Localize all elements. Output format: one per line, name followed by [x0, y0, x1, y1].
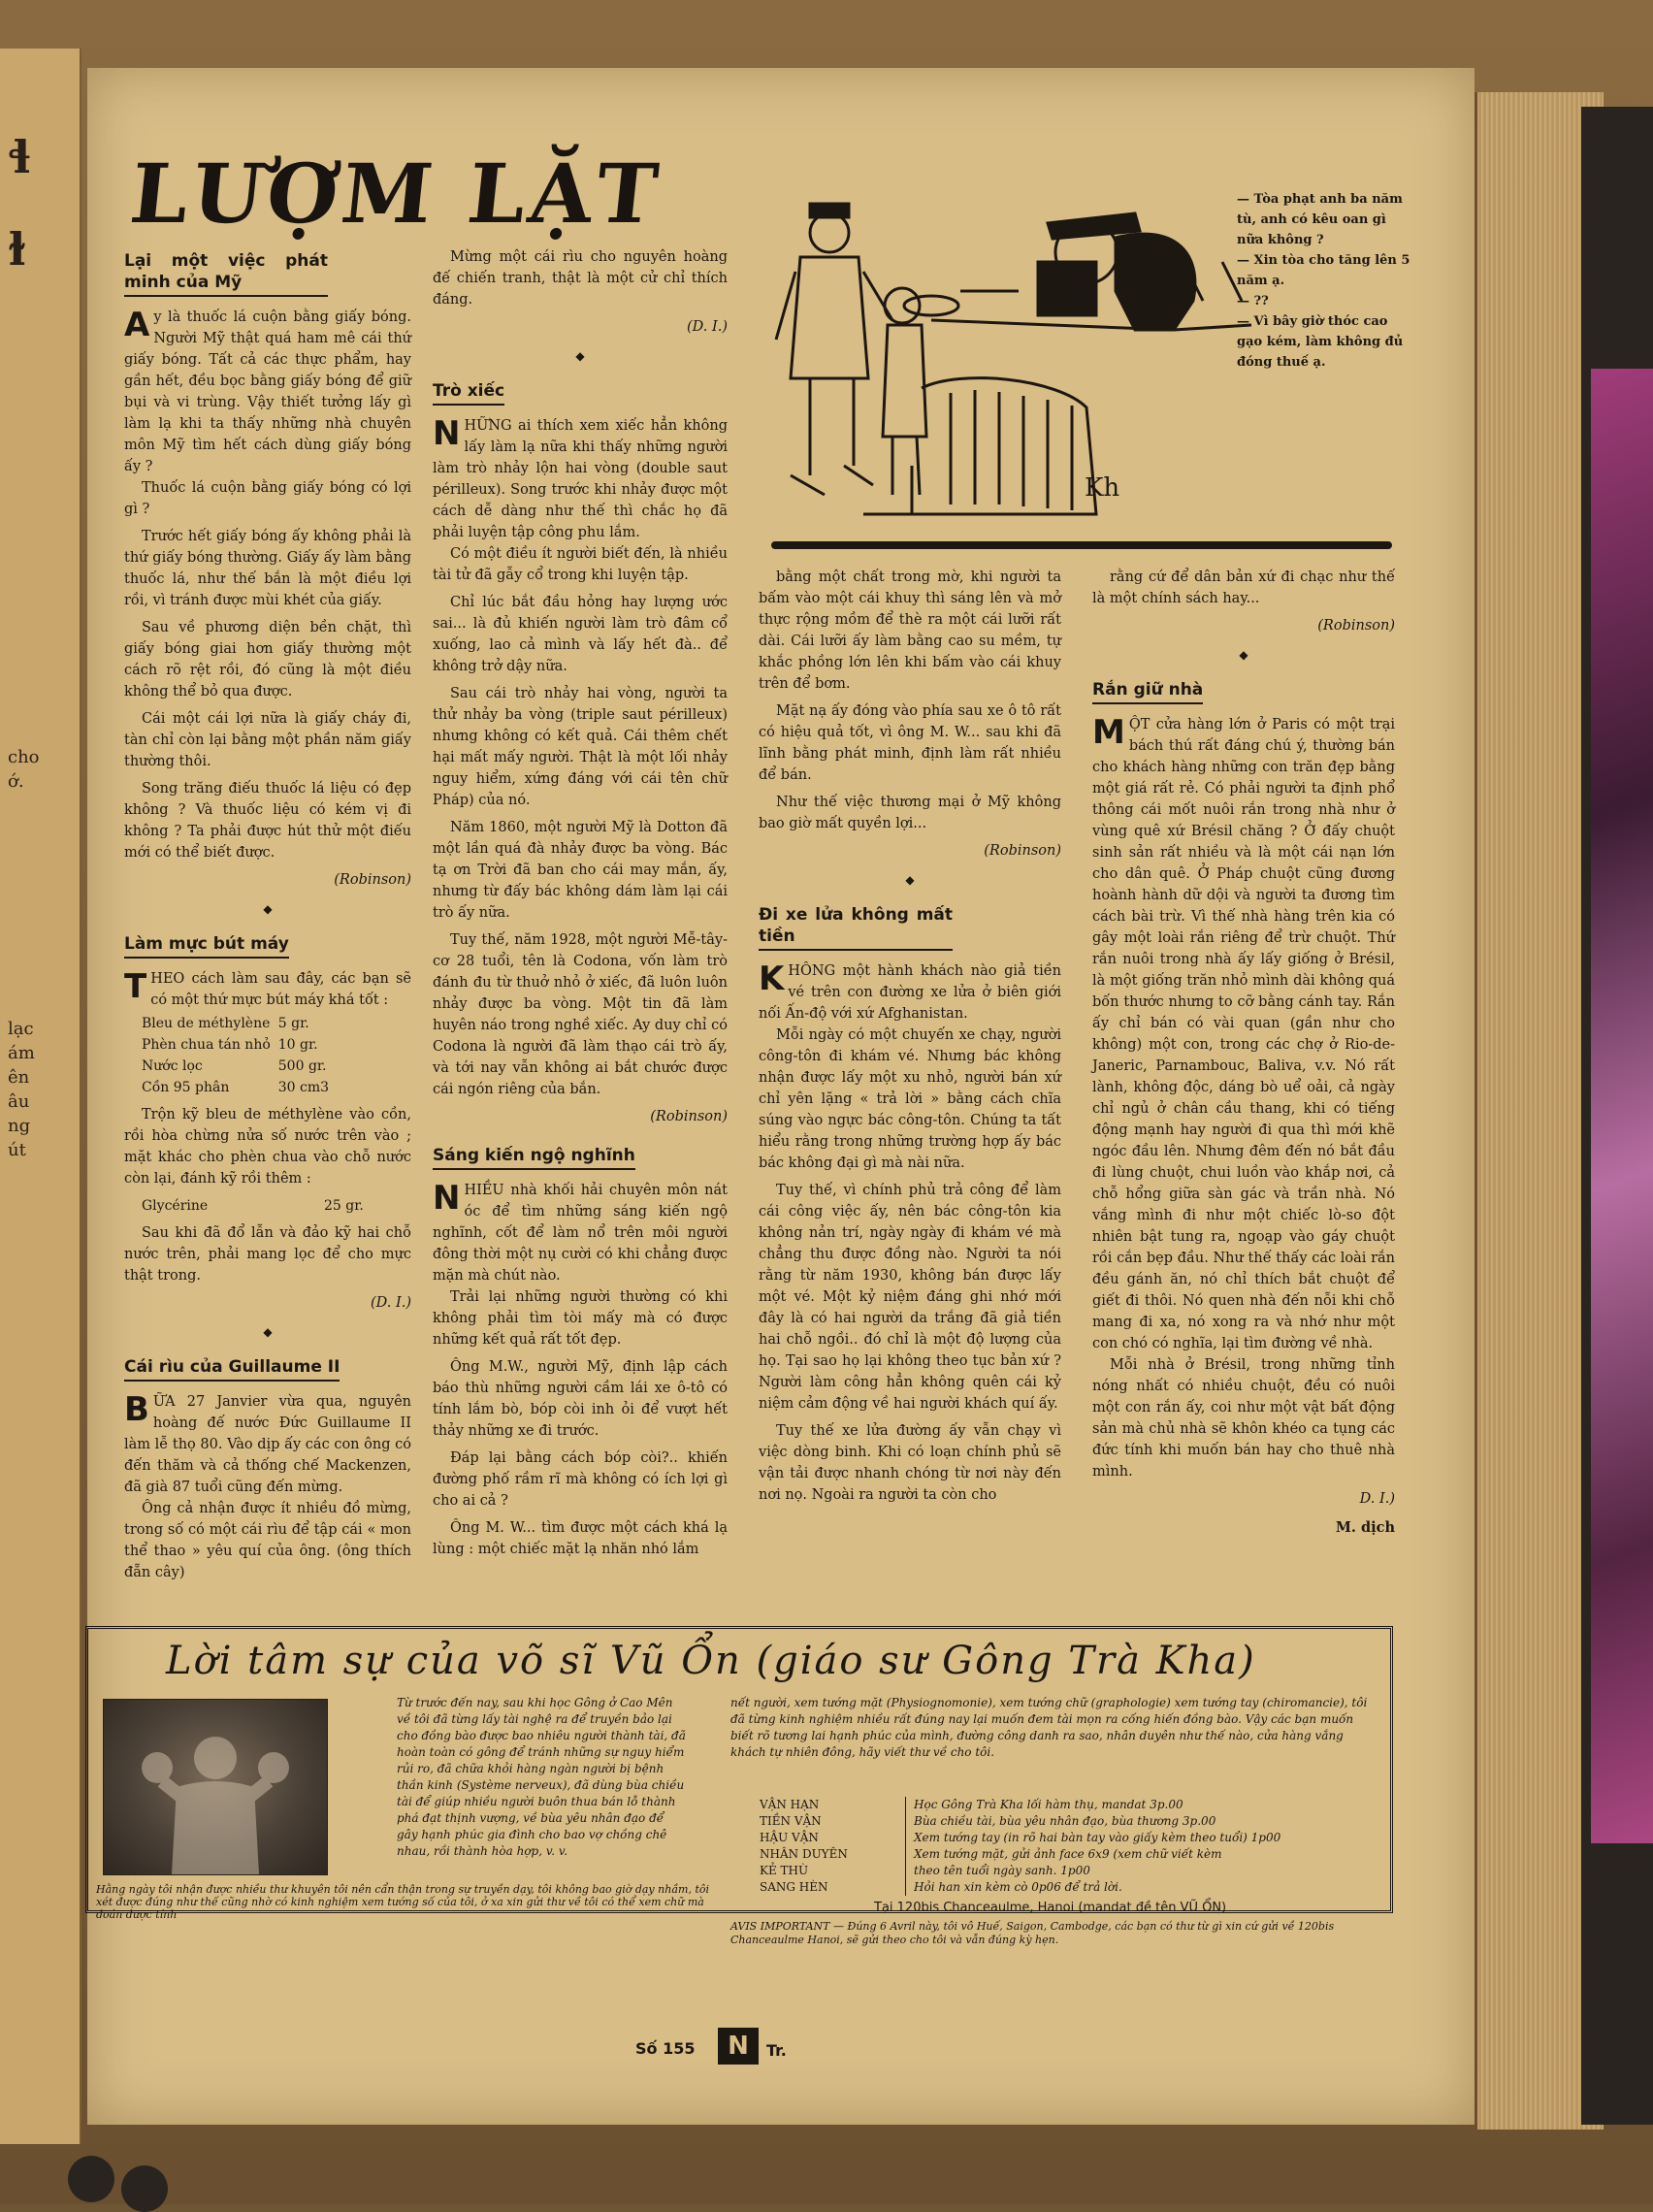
- recipe-row: [142, 1034, 337, 1056]
- drop-cap: B: [124, 1390, 149, 1429]
- paragraph: Đáp lại bằng cách bóp còi?.. khiến đường phố rầm rĩ mà không có ích lợi gì cho ai cả ?: [433, 1450, 728, 1509]
- paragraph: Song trăng điếu thuốc lá liệu có đẹp không ? Và thuốc liệu có kém vị đi không ? Ta phải được hút thử một điếu mới có thể biết được.: [124, 781, 411, 861]
- price-row: [760, 1863, 1331, 1879]
- drop-cap: N: [433, 414, 461, 453]
- service-label: SANG HÈN: [760, 1880, 828, 1894]
- signature: (D. I.): [371, 1295, 411, 1311]
- recipe-qty: 500 gr.: [277, 1058, 327, 1074]
- paragraph: Ông M.W., người Mỹ, định lập cách báo thù những người cầm lái xe ô-tô có tính lắm bò, bóp còi inh ỏi để vượt hết thảy những xe đi trước.: [433, 1359, 728, 1439]
- recipe-item: Cồn 95 phân: [142, 1080, 230, 1095]
- paragraph: Mừng một cái rìu cho nguyên hoàng đế chiến tranh, thật là một cử chỉ thích đáng.: [433, 249, 728, 308]
- signature: (Robinson): [334, 872, 411, 888]
- recipe-qty: 25 gr.: [324, 1198, 364, 1214]
- paragraph: Tuy thế, vì chính phủ trả công để làm cái công việc ấy, nên bác công-tôn kia không nản trí, ngày ngày đi khám vé mà chẳng thu được đồng nào. Người ta nói rằng từ năm 1930, không bán được lấy một vé. Một kỷ niệm đáng ghi nhớ mới đây là có hai người da trắng đã giả tiền hai chỗ ngồi.. đó chỉ là một độ lượng của họ. Tại sao họ lại không theo tục bản xứ ? Người làm công hẳn không quên cái kỷ niệm cảm động về hai người khách quí ấy.: [759, 1183, 1061, 1412]
- paragraph: Mỗi ngày có một chuyến xe chạy, người công-tôn đi khám vé. Nhưng bác không nhận được lấy một xu nhỏ, người bán xứ chỉ yên lặng « trả lời » bằng cách chĩa súng vào ngực bác công-tôn. Chúng ta tất hiểu rằng trong những trường hợp ấy bác bác không đại gì mà nài nữa.: [759, 1027, 1061, 1171]
- recipe-item: Bleu de méthylène: [142, 1016, 271, 1031]
- paragraph: HÔNG một hành khách nào giả tiền vé trên con đường xe lửa ở biên giới nối Ấn-độ với xứ Afghanistan.: [759, 963, 1061, 1022]
- price-row: [760, 1797, 1331, 1813]
- paragraph: Trộn kỹ bleu de méthylène vào cồn, rồi hòa chừng nửa số nước trên vào ; mặt khác cho phèn chua vào chỗ nước còn lại, đánh kỹ rồi thêm :: [124, 1107, 411, 1187]
- marbled-cover: [1591, 369, 1653, 1843]
- paragraph: Trước hết giấy bóng ấy không phải là thứ giấy bóng thường. Giấy ấy làm bằng thuốc lá, như thế bắn là một điều lợi rồi, vì tránh được mùi khét của giấy.: [124, 529, 411, 608]
- paragraph: Sau cái trò nhảy hai vòng, người ta thử nhảy ba vòng (triple saut périlleux) nhưng không có kết quả. Cái thêm chết hại mất mấy người. Thật là một lối nhảy nguy hiểm, xứng đáng với cái tên chữ Pháp) của nó.: [433, 686, 728, 808]
- masthead: LƯỢM LẶT: [125, 146, 666, 242]
- caption-line: — Xin tòa cho tăng lên 5 năm ạ.: [1237, 253, 1410, 288]
- recipe-row: [142, 1195, 372, 1217]
- paragraph: ỘT cửa hàng lớn ở Paris có một trại bách thú rất đáng chú ý, thường bán cho khách hàng những con trăn đẹp bằng một giá rất rẻ. Có phải người ta định phổ thông cái mốt nuôi rắn trong nhà như ở vùng quê xứ Brésil chăng ? Ở đấy chuột sinh sản rất nhiều và là một cái nạn lớn cho dân quê. Ở Pháp chuột cũng đương hoành hành dữ dội và người ta đương tìm cách bài trừ. Vì thế nhà hàng trên kia có gây một loài rắn riêng để trừ chuột. Thứ rắn nuôi trong nhà ấy lấy giống ở Brésil, là một giống trăn nhỏ mình dài không quá bốn thước nhưng to cỡ bằng cánh tay. Rắn ấy chỉ bán có vài quan (gần như cho không) một con, trong các chợ ở Rio-de-Janeric, Parnambouc, Baliva, v.v. Nó rất lành, không độc, dáng bò uể oải, cả ngày chỉ ngủ ở chân cầu thang, khi có tiếng động mạnh hay người đi qua thì mới khẽ ngóc đầu lên. Nhưng đêm đến nó bắt đầu đi lùng chuột, chui luồn vào khắp nơi, cả chỗ hổng giữa sàn gác và trần nhà. Nó vắng mình đi như một chiếc lò-so đột nhiên bật tung ra, ngoạp vào gáy chuột rồi cắn bẹp đầu. Như thế thấy các loài rắn đều gánh ăn, nó chỉ thích bắt chuột để giết đi thôi. Nó quen nhà đến nỗi khi chỗ mang đi xa, nó xong ra và nhớ như một con chó có nghĩa, lại tìm đường về nhà.: [1092, 717, 1395, 1351]
- article-title: Làm mực bút máy: [124, 933, 289, 959]
- binder-ring: [68, 2156, 114, 2202]
- article-title: Rắn giữ nhà: [1092, 679, 1203, 704]
- service-label: KẺ THÙ: [760, 1864, 809, 1877]
- paragraph: Trải lại những người thường có khi không phải tìm tòi mấy mà có được những kết quả rất tốt đẹp.: [433, 1289, 728, 1348]
- paragraph: Mỗi nhà ở Brésil, trong những tỉnh nóng nhất có nhiều chuột, đều có nuôi một con rắn ấy, coi như một vật bất động sản mà chủ nhà sẽ khôn khéo ca tụng các đức tính khi muốn bán hay cho thuê nhà mình.: [1092, 1357, 1395, 1480]
- diamond-icon: ◆: [263, 1325, 273, 1339]
- recipe-item: Phèn chua tán nhỏ: [142, 1037, 271, 1053]
- recipe-item: Glycérine: [142, 1198, 209, 1214]
- paragraph: y là thuốc lá cuộn bằng giấy bóng. Người Mỹ thật quá ham mê cái thứ giấy bóng. Tất cả các thực phẩm, hay gần hết, đều bọc bằng giấy bóng để giữ bụi và vi trùng. Vậy thiết tưởng lấy gì làm lạ khi ta thấy những nhà chuyên môn Mỹ tìm hết cách dùng giấy bóng ấy ?: [124, 309, 411, 474]
- caption-line: — ??: [1237, 294, 1269, 309]
- paragraph: Cái một cái lợi nữa là giấy cháy đi, tàn chỉ còn lại bằng một phần năm giấy thường thôi.: [124, 711, 411, 769]
- price-text: theo tên tuổi ngày sanh. 1p00: [905, 1863, 1331, 1879]
- recipe-qty: 30 cm3: [277, 1080, 330, 1095]
- caption-line: — Tòa phạt anh ba năm tù, anh có kêu oan gì nữa không ?: [1237, 192, 1403, 247]
- signature: M. dịch: [1335, 1519, 1395, 1536]
- paragraph: Tuy thế xe lửa đường ấy vẫn chạy vì việc dòng binh. Khi có loạn chính phủ sẽ vận tải được nhanh chóng từ nơi này đến nơi nọ. Ngoài ra người ta còn cho: [759, 1423, 1061, 1503]
- price-text: Học Gông Trà Kha lối hàm thụ, mandat 3p.00: [905, 1797, 1331, 1813]
- ad-address: Tại 120bis Chanceaulme, Hanoi (mandat đề tên VŨ ỔN): [874, 1901, 1227, 1915]
- price-row: [760, 1879, 1331, 1896]
- price-row: [760, 1846, 1331, 1863]
- column-3: [759, 567, 1061, 1512]
- signature: (Robinson): [984, 843, 1061, 859]
- service-label: NHÂN DUYÊN: [760, 1847, 848, 1861]
- paragraph: Năm 1860, một người Mỹ là Dotton đã một lần quá đà nhảy được ba vòng. Bác tạ ơn Trời đã ban cho cái may mắn, ấy, nhưng từ đấy bác không dám làm lại cái trò ấy nữa.: [433, 820, 728, 921]
- left-page-edge: ɬ ɫ cho ớ. lạc ám ên âu ng út: [0, 49, 81, 2144]
- recipe-row: [142, 1056, 337, 1077]
- drop-cap: M: [1092, 713, 1125, 752]
- column-1: [124, 241, 411, 1589]
- drop-cap: T: [124, 967, 147, 1006]
- price-text: Bùa chiều tài, bùa yêu nhân đạo, bùa thương 3p.00: [905, 1813, 1331, 1830]
- paragraph: Có một điều ít người biết đến, là nhiều tài tử đã gẫy cổ trong khi luyện tập.: [433, 546, 728, 583]
- paragraph: HIỀU nhà khối hải chuyên môn nát óc để tìm những sáng kiến ngộ nghĩnh, cốt để làm nổ trên môi người đông thời một nụ cười có khi chẳng được mặn mà chút nào.: [433, 1183, 728, 1284]
- paragraph: HEO cách làm sau đây, các bạn sẽ có một thứ mực bút máy khá tốt :: [150, 971, 411, 1008]
- paragraph: HỮNG ai thích xem xiếc hẳn không lấy làm lạ nữa khi thấy những người làm trò nhảy lộn hai vòng (double saut périlleux). Song trước khi nhảy được một cách dễ dàng như thế thì chắc họ đã phải luyện tập công phu lắm.: [433, 418, 728, 540]
- article-title: Sáng kiến ngộ nghĩnh: [433, 1145, 635, 1170]
- price-text: Xem tướng tay (in rõ hai bàn tay vào giấy kèm theo tuổi) 1p00: [905, 1830, 1331, 1846]
- recipe-row: [142, 1013, 337, 1034]
- recipe-item: Nước lọc: [142, 1058, 203, 1074]
- caption-line: — Vì bây giờ thóc cao gạo kém, làm không đủ đóng thuế ạ.: [1237, 314, 1404, 370]
- binder-ring: [121, 2165, 168, 2212]
- signature: (Robinson): [650, 1109, 728, 1124]
- drop-cap: K: [759, 960, 785, 998]
- page-label: Tr.: [766, 2041, 787, 2060]
- paragraph: Chỉ lúc bắt đầu hỏng hay lượng ước sai... là đủ khiến người làm trò đâm cổ xuống, lao cả mình và lấy hết đà.. để không trở dậy nữa.: [433, 595, 728, 674]
- paragraph: Tuy thế, năm 1928, một người Mễ-tây-cơ 28 tuổi, tên là Codona, vốn làm trò đánh đu từ thuở nhỏ ở xiếc, đã luôn luôn nhảy được ba vòng. Một tin đã làm huyên náo trong nghề xiếc. Ay duy chỉ có Codona là người đã làm thạo cái trò ấy, và tới nay vẫn không ai bắt chước được cái ngón riêng của bắn.: [433, 932, 728, 1097]
- paragraph: Ông cả nhận được ít nhiều đồ mừng, trong số có một cái rìu để tập cái « mon thể thao » yêu quí của ông. (ông thích đẵn cây): [124, 1501, 411, 1580]
- ad-price-table: [760, 1797, 1331, 1896]
- ad-title: Lời tâm sự của võ sĩ Vũ Ổn (giáo sư Gông Trà Kha): [166, 1639, 1256, 1683]
- ad-right-text: nết người, xem tướng mặt (Physiognomonie), xem tướng chữ (graphologie) xem tướng tay (chiromancie), tôi đã từng kinh nghiệm nhiều rất đúng nay lại muốn đem tài mọn ra cống hiến đồng bào. Vậy các bạn muốn biết rõ tương lai hạnh phúc của mình, đường công danh ra sao, nhân duyên như thế nào, cửa hàng vắng khách tự nhiên đông, hãy viết thư về cho tôi.: [730, 1696, 1368, 1759]
- paragraph: Như thế việc thương mại ở Mỹ không bao giờ mất quyền lợi...: [759, 795, 1061, 831]
- divider: [771, 541, 1392, 549]
- article-title: Cái rìu của Guillaume II: [124, 1356, 340, 1382]
- service-label: VẬN HẠN: [760, 1798, 820, 1811]
- paragraph: ỮA 27 Janvier vừa qua, nguyên hoàng đế nước Đức Guillaume II làm lễ thọ 80. Vào dịp ấy các con ông có đến thăm và cả thống chế Mackenzen, đã già 87 tuổi cũng đến mừng.: [124, 1394, 411, 1495]
- service-label: HẬU VẬN: [760, 1831, 819, 1844]
- ad-left-text: Từ trước đến nay, sau khi học Gông ở Cao Mên về tôi đã từng lấy tài nghệ ra để truyền bảo lại cho đồng bào được bao nhiêu người thành tài, đã hoàn toàn có gông để tránh những sự nguy hiểm rủi ro, đã chữa khỏi hàng ngàn người bị bệnh thần kinh (Système nerveux), đã dùng bùa chiều tài để giúp nhiều người buôn thua bán lỗ thành phá đạt thịnh vượng, về bùa yêu nhân đạo để gây hạnh phúc gia đình cho bao vợ chồng chê nhau, rồi thành hòa hợp, v. v.: [397, 1696, 686, 1858]
- recipe-row: [142, 1077, 337, 1098]
- column-4: [1092, 567, 1395, 1546]
- paragraph: Ông M. W... tìm được một cách khá lạ lùng : một chiếc mặt lạ nhăn nhó lắm: [433, 1520, 728, 1557]
- paragraph: Mặt nạ ấy đóng vào phía sau xe ô tô rất có hiệu quả tốt, vì ông M. W... sau khi đã lĩnh bằng phát minh, định làm rất nhiều để bán.: [759, 703, 1061, 783]
- cartoon-illustration: [766, 184, 1271, 534]
- column-2: [433, 246, 728, 1566]
- price-row: [760, 1830, 1331, 1846]
- paragraph: Sau khi đã đổ lẫn và đảo kỹ hai chỗ nước trên, phải mang lọc để cho mực thật trong.: [124, 1225, 411, 1284]
- paragraph: Thuốc lá cuộn bằng giấy bóng có lợi gì ?: [124, 480, 411, 517]
- issue-number: Số 155: [635, 2039, 696, 2058]
- recipe-table: [142, 1013, 337, 1098]
- price-text: Hỏi han xin kèm cò 0p06 để trả lời.: [905, 1879, 1331, 1896]
- signature: D. I.): [1359, 1491, 1395, 1507]
- signature: (Robinson): [1317, 618, 1395, 634]
- paragraph: bằng một chất trong mờ, khi người ta bấm vào một cái khuy thì sáng lên và mở thực rộng mồm để thè ra một cái lưỡi rất dài. Cái lưỡi ấy làm bằng cao su mềm, tự khắc phồng lớn lên khi bấm vào cái khuy trên để bơm.: [759, 569, 1061, 692]
- recipe-qty: 5 gr.: [277, 1016, 309, 1031]
- drop-cap: A: [124, 306, 150, 344]
- publication-logo: N: [718, 2028, 759, 2065]
- artist-signature: Kh: [1085, 473, 1120, 503]
- diamond-icon: ◆: [1239, 648, 1248, 662]
- paragraph: Sau về phương diện bền chặt, thì giấy bóng giai hơn giấy thường một cách rõ rệt rồi, đó cũng là một điều không thể bỏ qua được.: [124, 620, 411, 699]
- paragraph: rằng cứ để dân bản xứ đi chạc như thế là một chính sách hay...: [1092, 569, 1395, 606]
- ad-notice: AVIS IMPORTANT — Đúng 6 Avril này, tôi vô Huế, Saigon, Cambodge, các bạn có thư từ gì xin cứ gửi về 120bis Chanceaulme Hanoi, sẽ gửi theo cho tôi và vẫn đúng kỳ hẹn.: [730, 1920, 1335, 1946]
- signature: (D. I.): [687, 319, 728, 335]
- cartoon-caption: [1237, 189, 1411, 373]
- diamond-icon: ◆: [905, 873, 915, 887]
- recipe-qty: 10 gr.: [277, 1037, 318, 1053]
- diamond-icon: ◆: [263, 902, 273, 916]
- advertisement-box: [85, 1626, 1393, 1946]
- boxer-silhouette: [104, 1700, 327, 1874]
- price-row: [760, 1813, 1331, 1830]
- ad-left-text-cont: Hằng ngày tôi nhận được nhiều thư khuyên tôi nên cẩn thận trong sự truyền dạy, tôi không bao giờ dạy nhầm, tôi xét được đúng như thế cũng nhờ có kinh nghiệm xem tướng số của tôi, ở xa xin gửi thư về tôi có thể xem chữ mà đoán được tính: [96, 1883, 710, 1921]
- article-title: Đi xe lửa không mất tiền: [759, 904, 953, 951]
- diamond-icon: ◆: [575, 349, 585, 363]
- article-title: Trò xiếc: [433, 380, 504, 406]
- service-label: TIỀN VẬN: [760, 1814, 822, 1828]
- drop-cap: N: [433, 1179, 461, 1218]
- boxer-photo: [103, 1699, 328, 1875]
- article-title: Lại một việc phát minh của Mỹ: [124, 250, 328, 297]
- recipe-table: [142, 1195, 372, 1217]
- price-text: Xem tướng mặt, gửi ảnh face 6x9 (xem chữ viết kèm: [905, 1846, 1331, 1863]
